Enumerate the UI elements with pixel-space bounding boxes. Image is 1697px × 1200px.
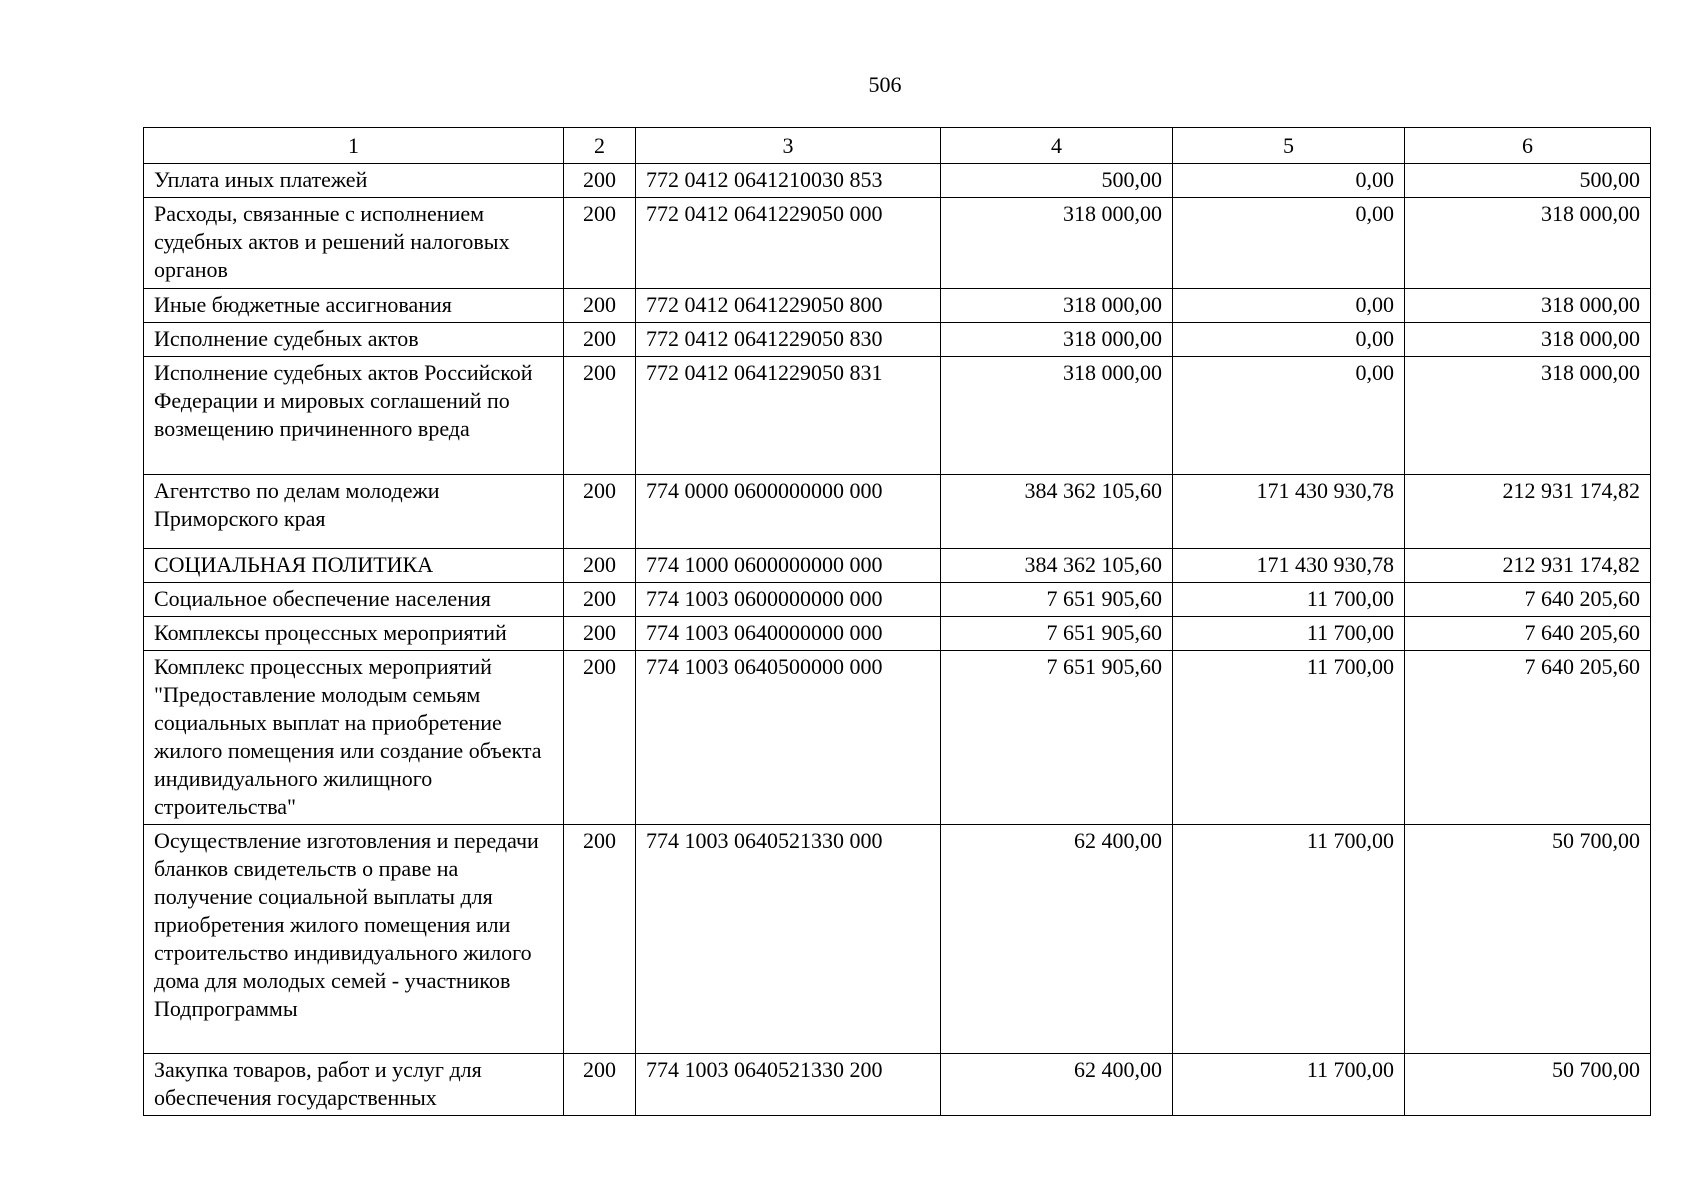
row-name: Комплексы процессных мероприятий bbox=[144, 617, 564, 651]
table-row bbox=[144, 549, 1651, 583]
row-value-5: 11 700,00 bbox=[1173, 617, 1405, 651]
row-code: 774 1003 0640000000 000 bbox=[636, 617, 941, 651]
row-value-4: 318 000,00 bbox=[941, 289, 1173, 323]
row-col-2: 200 bbox=[564, 289, 636, 323]
budget-table bbox=[143, 127, 1651, 1116]
row-code: 774 1000 0600000000 000 bbox=[636, 549, 941, 583]
row-value-6: 50 700,00 bbox=[1405, 1054, 1651, 1116]
row-name: Расходы, связанные с исполнением судебных актов и решений налоговых органов bbox=[144, 198, 564, 289]
table-body bbox=[144, 164, 1651, 1116]
row-value-4: 62 400,00 bbox=[941, 1054, 1173, 1116]
row-value-5: 11 700,00 bbox=[1173, 583, 1405, 617]
row-value-4: 318 000,00 bbox=[941, 357, 1173, 475]
header-col-5: 5 bbox=[1173, 128, 1405, 164]
table-row bbox=[144, 289, 1651, 323]
header-row bbox=[144, 128, 1651, 164]
header-col-1: 1 bbox=[144, 128, 564, 164]
row-value-6: 7 640 205,60 bbox=[1405, 617, 1651, 651]
row-col-2: 200 bbox=[564, 357, 636, 475]
row-value-5: 171 430 930,78 bbox=[1173, 549, 1405, 583]
row-value-5: 11 700,00 bbox=[1173, 825, 1405, 1054]
row-value-6: 318 000,00 bbox=[1405, 198, 1651, 289]
row-name: Комплекс процессных мероприятий "Предоставление молодым семьям социальных выплат на приобретение жилого помещения или создание объекта индивидуального жилищного строительства" bbox=[144, 651, 564, 825]
row-value-5: 0,00 bbox=[1173, 198, 1405, 289]
table-row bbox=[144, 323, 1651, 357]
row-value-5: 0,00 bbox=[1173, 289, 1405, 323]
row-value-5: 0,00 bbox=[1173, 164, 1405, 198]
row-code: 774 1003 0640521330 200 bbox=[636, 1054, 941, 1116]
table-header bbox=[144, 128, 1651, 164]
row-value-6: 50 700,00 bbox=[1405, 825, 1651, 1054]
row-col-2: 200 bbox=[564, 164, 636, 198]
row-value-4: 7 651 905,60 bbox=[941, 651, 1173, 825]
row-name: Социальное обеспечение населения bbox=[144, 583, 564, 617]
row-value-6: 318 000,00 bbox=[1405, 357, 1651, 475]
header-col-3: 3 bbox=[636, 128, 941, 164]
row-name: СОЦИАЛЬНАЯ ПОЛИТИКА bbox=[144, 549, 564, 583]
row-value-4: 500,00 bbox=[941, 164, 1173, 198]
row-name: Иные бюджетные ассигнования bbox=[144, 289, 564, 323]
row-code: 772 0412 0641229050 000 bbox=[636, 198, 941, 289]
row-value-4: 318 000,00 bbox=[941, 198, 1173, 289]
header-col-4: 4 bbox=[941, 128, 1173, 164]
row-name: Агентство по делам молодежи Приморского края bbox=[144, 475, 564, 549]
row-value-5: 11 700,00 bbox=[1173, 1054, 1405, 1116]
row-name: Исполнение судебных актов bbox=[144, 323, 564, 357]
table-row bbox=[144, 617, 1651, 651]
table-row bbox=[144, 1054, 1651, 1116]
header-col-2: 2 bbox=[564, 128, 636, 164]
row-name: Закупка товаров, работ и услуг для обеспечения государственных bbox=[144, 1054, 564, 1116]
row-value-5: 171 430 930,78 bbox=[1173, 475, 1405, 549]
row-code: 774 1003 0640521330 000 bbox=[636, 825, 941, 1054]
row-value-4: 384 362 105,60 bbox=[941, 549, 1173, 583]
row-value-4: 7 651 905,60 bbox=[941, 617, 1173, 651]
row-code: 772 0412 0641229050 800 bbox=[636, 289, 941, 323]
table-row bbox=[144, 583, 1651, 617]
row-code: 772 0412 0641229050 831 bbox=[636, 357, 941, 475]
row-value-4: 7 651 905,60 bbox=[941, 583, 1173, 617]
row-code: 774 1003 0640500000 000 bbox=[636, 651, 941, 825]
row-code: 774 0000 0600000000 000 bbox=[636, 475, 941, 549]
table-row bbox=[144, 357, 1651, 475]
row-value-6: 7 640 205,60 bbox=[1405, 651, 1651, 825]
table-row bbox=[144, 475, 1651, 549]
row-col-2: 200 bbox=[564, 1054, 636, 1116]
row-value-5: 11 700,00 bbox=[1173, 651, 1405, 825]
row-col-2: 200 bbox=[564, 583, 636, 617]
header-col-6: 6 bbox=[1405, 128, 1651, 164]
row-col-2: 200 bbox=[564, 323, 636, 357]
row-col-2: 200 bbox=[564, 549, 636, 583]
row-col-2: 200 bbox=[564, 651, 636, 825]
table-row bbox=[144, 198, 1651, 289]
row-col-2: 200 bbox=[564, 475, 636, 549]
row-value-6: 212 931 174,82 bbox=[1405, 475, 1651, 549]
table-row bbox=[144, 825, 1651, 1054]
row-value-4: 62 400,00 bbox=[941, 825, 1173, 1054]
row-value-4: 318 000,00 bbox=[941, 323, 1173, 357]
row-value-6: 7 640 205,60 bbox=[1405, 583, 1651, 617]
row-value-4: 384 362 105,60 bbox=[941, 475, 1173, 549]
row-name: Исполнение судебных актов Российской Федерации и мировых соглашений по возмещению причиненного вреда bbox=[144, 357, 564, 475]
row-value-5: 0,00 bbox=[1173, 357, 1405, 475]
row-value-6: 500,00 bbox=[1405, 164, 1651, 198]
row-col-2: 200 bbox=[564, 198, 636, 289]
row-code: 772 0412 0641229050 830 bbox=[636, 323, 941, 357]
row-name: Осуществление изготовления и передачи бланков свидетельств о праве на получение социальной выплаты для приобретения жилого помещения или строительство индивидуального жилого дома для молодых семей - участников Подпрограммы bbox=[144, 825, 564, 1054]
table-row bbox=[144, 651, 1651, 825]
row-value-6: 318 000,00 bbox=[1405, 323, 1651, 357]
row-code: 772 0412 0641210030 853 bbox=[636, 164, 941, 198]
row-col-2: 200 bbox=[564, 825, 636, 1054]
row-code: 774 1003 0600000000 000 bbox=[636, 583, 941, 617]
page-number: 506 bbox=[868, 72, 902, 97]
row-name: Уплата иных платежей bbox=[144, 164, 564, 198]
row-value-5: 0,00 bbox=[1173, 323, 1405, 357]
row-col-2: 200 bbox=[564, 617, 636, 651]
row-value-6: 212 931 174,82 bbox=[1405, 549, 1651, 583]
table-row bbox=[144, 164, 1651, 198]
row-value-6: 318 000,00 bbox=[1405, 289, 1651, 323]
